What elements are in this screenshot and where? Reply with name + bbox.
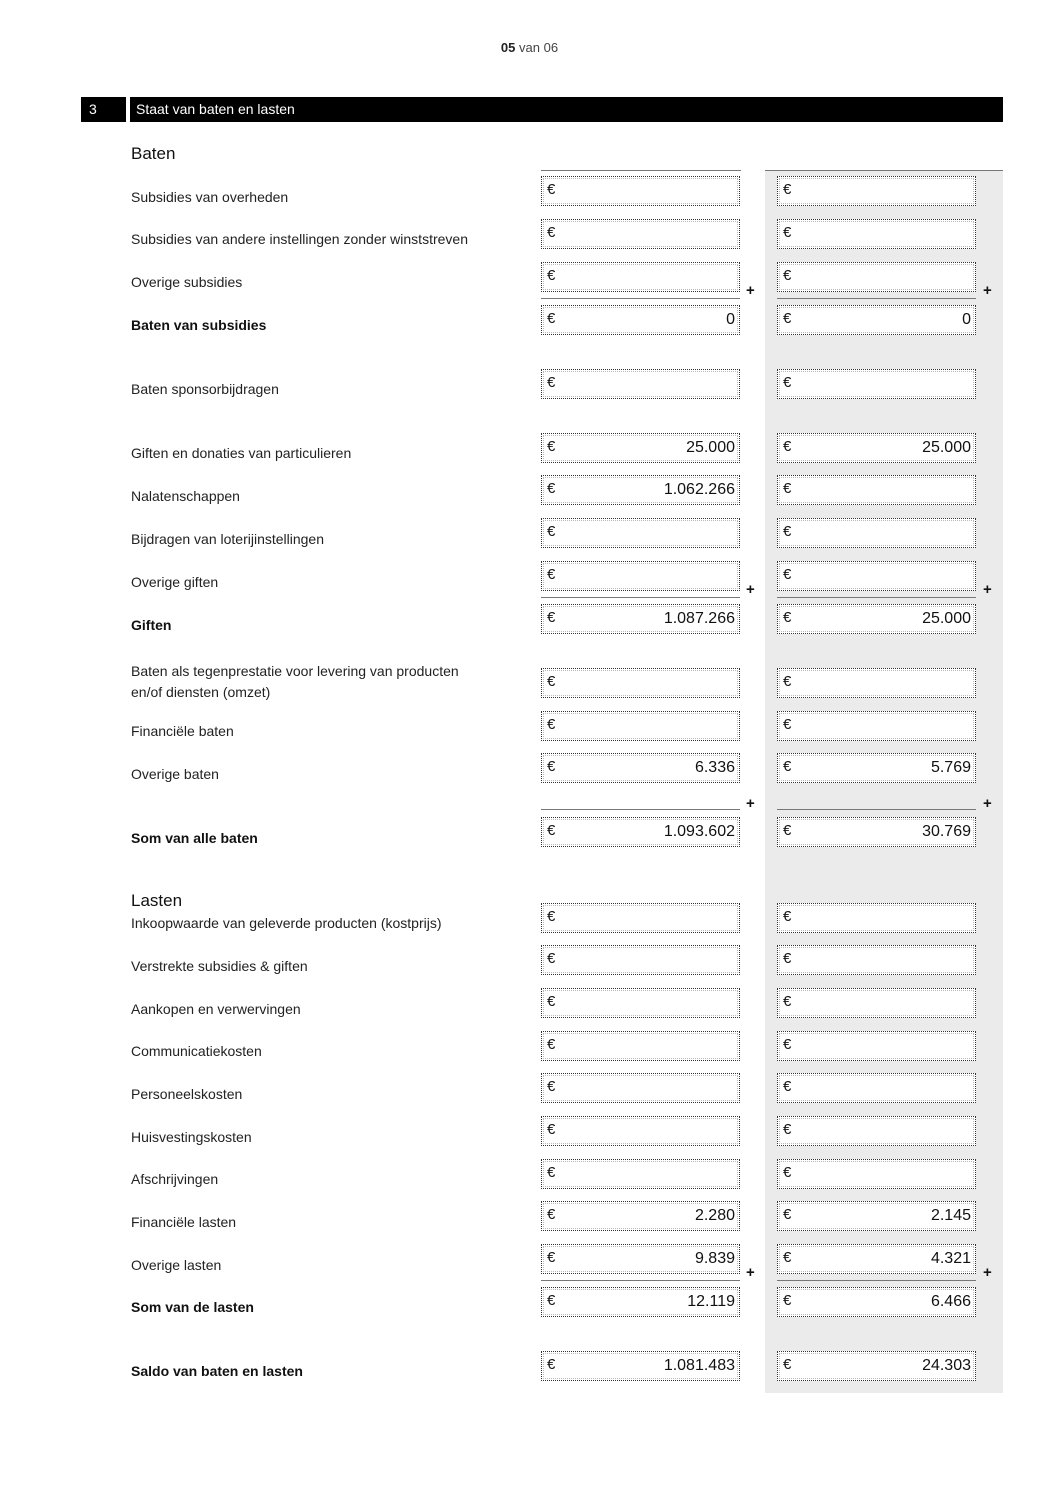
euro-sign: € [547, 609, 556, 626]
amount-field-col2[interactable] [777, 1244, 976, 1274]
euro-sign: € [547, 181, 556, 198]
row-label-text: Overige lasten [131, 1257, 222, 1273]
row-label-text: Som van alle baten [131, 830, 258, 846]
row-label-text-continued: en/of diensten (omzet) [131, 684, 271, 700]
subtotal-rule [541, 298, 740, 299]
row-label [131, 1127, 252, 1148]
euro-sign: € [783, 673, 792, 690]
row-label [131, 272, 242, 293]
euro-sign: € [547, 716, 556, 733]
amount-value: 2.280 [694, 1207, 735, 1224]
euro-sign: € [547, 1206, 556, 1223]
amount-field-col1[interactable] [541, 1201, 740, 1231]
amount-field-col2[interactable] [777, 1287, 976, 1317]
euro-sign: € [547, 566, 556, 583]
plus-sign: + [746, 1264, 755, 1281]
amount-field-col1[interactable] [541, 433, 740, 463]
amount-value: 12.119 [687, 1293, 735, 1310]
row-label-text: Afschrijvingen [131, 1171, 219, 1187]
row-label [131, 229, 468, 250]
amount-field-col2[interactable] [777, 305, 976, 335]
amount-value: 9.839 [694, 1250, 735, 1267]
subtotal-rule [541, 597, 740, 598]
subtotal-rule [541, 1280, 740, 1281]
amount-field-col2[interactable] [777, 475, 976, 505]
row-label-text: Som van de lasten [131, 1299, 254, 1315]
euro-sign: € [783, 758, 792, 775]
euro-sign: € [783, 716, 792, 733]
amount-field-col1[interactable] [541, 1351, 740, 1381]
amount-value: 1.062.266 [663, 481, 735, 498]
row-label [131, 315, 266, 336]
euro-sign: € [547, 224, 556, 241]
amount-field-col2[interactable] [777, 668, 976, 698]
amount-value: 6.336 [694, 759, 735, 776]
amount-value: 4.321 [930, 1250, 971, 1267]
amount-value: 25.000 [922, 439, 971, 456]
section-title: Staat van baten en lasten [130, 97, 1003, 122]
amount-field-col1[interactable] [541, 1287, 740, 1317]
amount-field-col1[interactable] [541, 518, 740, 548]
row-label-text: Baten als tegenprestatie voor levering van producten [131, 663, 459, 679]
euro-sign: € [547, 993, 556, 1010]
euro-sign: € [547, 267, 556, 284]
row-label [131, 721, 234, 742]
euro-sign: € [547, 908, 556, 925]
euro-sign: € [547, 1249, 556, 1266]
page-number [0, 40, 1059, 55]
plus-sign: + [746, 795, 755, 812]
row-label-text: Subsidies van andere instellingen zonder winststreven [131, 231, 468, 247]
row-label [131, 529, 324, 550]
amount-value: 1.087.266 [663, 610, 735, 627]
amount-field-col1[interactable] [541, 1116, 740, 1146]
euro-sign: € [547, 523, 556, 540]
amount-field-col1[interactable] [541, 305, 740, 335]
euro-sign: € [547, 1356, 556, 1373]
amount-field-col2[interactable] [777, 817, 976, 847]
euro-sign: € [783, 950, 792, 967]
row-label [131, 1212, 236, 1233]
page-current: 05 [500, 40, 516, 55]
euro-sign: € [547, 950, 556, 967]
amount-value: 30.769 [922, 823, 971, 840]
amount-field-col1[interactable] [541, 176, 740, 206]
amount-field-col1[interactable] [541, 1073, 740, 1103]
row-label-text: Baten sponsorbijdragen [131, 381, 279, 397]
euro-sign: € [783, 609, 792, 626]
plus-sign: + [746, 581, 755, 598]
amount-field-col2[interactable] [777, 219, 976, 249]
amount-field-col2[interactable] [777, 988, 976, 1018]
amount-field-col1[interactable] [541, 1031, 740, 1061]
amount-field-col2[interactable] [777, 1031, 976, 1061]
amount-value: 25.000 [922, 610, 971, 627]
row-label-text: Communicatiekosten [131, 1043, 262, 1059]
amount-field-col1[interactable] [541, 369, 740, 399]
amount-field-col2[interactable] [777, 604, 976, 634]
amount-field-col2[interactable] [777, 1201, 976, 1231]
euro-sign: € [547, 1121, 556, 1138]
euro-sign: € [783, 822, 792, 839]
amount-value: 5.769 [930, 759, 971, 776]
row-label-text: Aankopen en verwervingen [131, 1001, 301, 1017]
section-number: 3 [81, 97, 126, 122]
amount-value: 1.081.483 [663, 1357, 735, 1374]
row-label [131, 486, 240, 507]
row-label [131, 661, 459, 703]
amount-field-col1[interactable] [541, 1244, 740, 1274]
row-label [131, 956, 308, 977]
amount-value: 0 [726, 311, 735, 328]
euro-sign: € [783, 1164, 792, 1181]
row-label [131, 1255, 221, 1276]
amount-field-col2[interactable] [777, 518, 976, 548]
amount-value: 0 [962, 311, 971, 328]
plus-sign: + [983, 581, 992, 598]
euro-sign: € [547, 673, 556, 690]
row-label [131, 443, 351, 464]
euro-sign: € [783, 438, 792, 455]
euro-sign: € [783, 1292, 792, 1309]
amount-field-col1[interactable] [541, 561, 740, 591]
row-label-text: Financiële baten [131, 723, 234, 739]
amount-field-col2[interactable] [777, 561, 976, 591]
amount-field-col2[interactable] [777, 369, 976, 399]
amount-field-col1[interactable] [541, 817, 740, 847]
amount-field-col2[interactable] [777, 433, 976, 463]
column-2-header-rule [765, 170, 1003, 171]
row-label-text: Overige giften [131, 574, 219, 590]
row-label-text: Verstrekte subsidies & giften [131, 958, 308, 974]
row-label-text: Inkoopwaarde van geleverde producten (kostprijs) [131, 915, 442, 931]
amount-field-col1[interactable] [541, 945, 740, 975]
subtotal-rule [777, 597, 976, 598]
euro-sign: € [547, 822, 556, 839]
baten-heading: Baten [131, 144, 176, 163]
euro-sign: € [547, 1078, 556, 1095]
lasten-heading: Lasten [131, 891, 183, 910]
row-label-text: Overige subsidies [131, 274, 243, 290]
row-label [131, 1041, 262, 1062]
euro-sign: € [547, 758, 556, 775]
amount-field-col1[interactable] [541, 1159, 740, 1189]
euro-sign: € [783, 993, 792, 1010]
euro-sign: € [783, 1078, 792, 1095]
euro-sign: € [547, 1036, 556, 1053]
euro-sign: € [783, 267, 792, 284]
amount-field-col1[interactable] [541, 903, 740, 933]
amount-field-col1[interactable] [541, 668, 740, 698]
euro-sign: € [547, 310, 556, 327]
row-label [131, 187, 288, 208]
row-label-text: Baten van subsidies [131, 317, 267, 333]
row-label-text: Saldo van baten en lasten [131, 1363, 303, 1379]
row-label [131, 999, 301, 1020]
amount-field-col2[interactable] [777, 1116, 976, 1146]
amount-value: 6.466 [930, 1293, 971, 1310]
euro-sign: € [547, 374, 556, 391]
euro-sign: € [783, 224, 792, 241]
row-label-text: Huisvestingskosten [131, 1129, 252, 1145]
euro-sign: € [783, 374, 792, 391]
row-label [131, 615, 171, 636]
row-label-text: Nalatenschappen [131, 488, 240, 504]
euro-sign: € [783, 523, 792, 540]
euro-sign: € [547, 480, 556, 497]
amount-value: 25.000 [686, 439, 735, 456]
plus-sign: + [983, 1264, 992, 1281]
amount-field-col2[interactable] [777, 903, 976, 933]
row-label [131, 379, 279, 400]
amount-value: 24.303 [922, 1357, 971, 1374]
euro-sign: € [783, 1356, 792, 1373]
euro-sign: € [783, 310, 792, 327]
amount-field-col1[interactable] [541, 262, 740, 292]
row-label-text: Overige baten [131, 766, 219, 782]
row-label [131, 828, 258, 849]
amount-field-col2[interactable] [777, 753, 976, 783]
row-label-text: Bijdragen van loterijinstellingen [131, 531, 325, 547]
row-label [131, 572, 218, 593]
euro-sign: € [783, 1121, 792, 1138]
row-label [131, 1169, 218, 1190]
column-1-header-rule [541, 170, 741, 171]
euro-sign: € [783, 1206, 792, 1223]
amount-value: 2.145 [930, 1207, 971, 1224]
row-label [131, 913, 442, 934]
euro-sign: € [783, 908, 792, 925]
euro-sign: € [783, 480, 792, 497]
amount-field-col2[interactable] [777, 711, 976, 741]
amount-field-col1[interactable] [541, 475, 740, 505]
row-label [131, 1297, 254, 1318]
euro-sign: € [783, 181, 792, 198]
plus-sign: + [983, 282, 992, 299]
amount-field-col2[interactable] [777, 945, 976, 975]
amount-field-col1[interactable] [541, 219, 740, 249]
amount-field-col2[interactable] [777, 262, 976, 292]
row-label-text: Subsidies van overheden [131, 189, 289, 205]
row-label-text: Giften [131, 617, 172, 633]
row-label [131, 764, 219, 785]
subtotal-rule [777, 298, 976, 299]
amount-field-col1[interactable] [541, 604, 740, 634]
amount-field-col2[interactable] [777, 1159, 976, 1189]
amount-field-col2[interactable] [777, 1351, 976, 1381]
amount-field-col2[interactable] [777, 1073, 976, 1103]
euro-sign: € [783, 1036, 792, 1053]
euro-sign: € [783, 566, 792, 583]
amount-field-col1[interactable] [541, 711, 740, 741]
amount-field-col1[interactable] [541, 988, 740, 1018]
row-label [131, 1361, 303, 1382]
euro-sign: € [783, 1249, 792, 1266]
amount-field-col1[interactable] [541, 753, 740, 783]
plus-sign: + [983, 795, 992, 812]
euro-sign: € [547, 1292, 556, 1309]
row-label-text: Giften en donaties van particulieren [131, 445, 352, 461]
row-label-text: Financiële lasten [131, 1214, 237, 1230]
subtotal-rule [777, 809, 976, 810]
plus-sign: + [746, 282, 755, 299]
row-label-text: Personeelskosten [131, 1086, 243, 1102]
amount-field-col2[interactable] [777, 176, 976, 206]
euro-sign: € [547, 1164, 556, 1181]
row-label [131, 1084, 242, 1105]
amount-value: 1.093.602 [663, 823, 735, 840]
euro-sign: € [547, 438, 556, 455]
page-total: van 06 [519, 40, 559, 55]
subtotal-rule [541, 809, 740, 810]
subtotal-rule [777, 1280, 976, 1281]
